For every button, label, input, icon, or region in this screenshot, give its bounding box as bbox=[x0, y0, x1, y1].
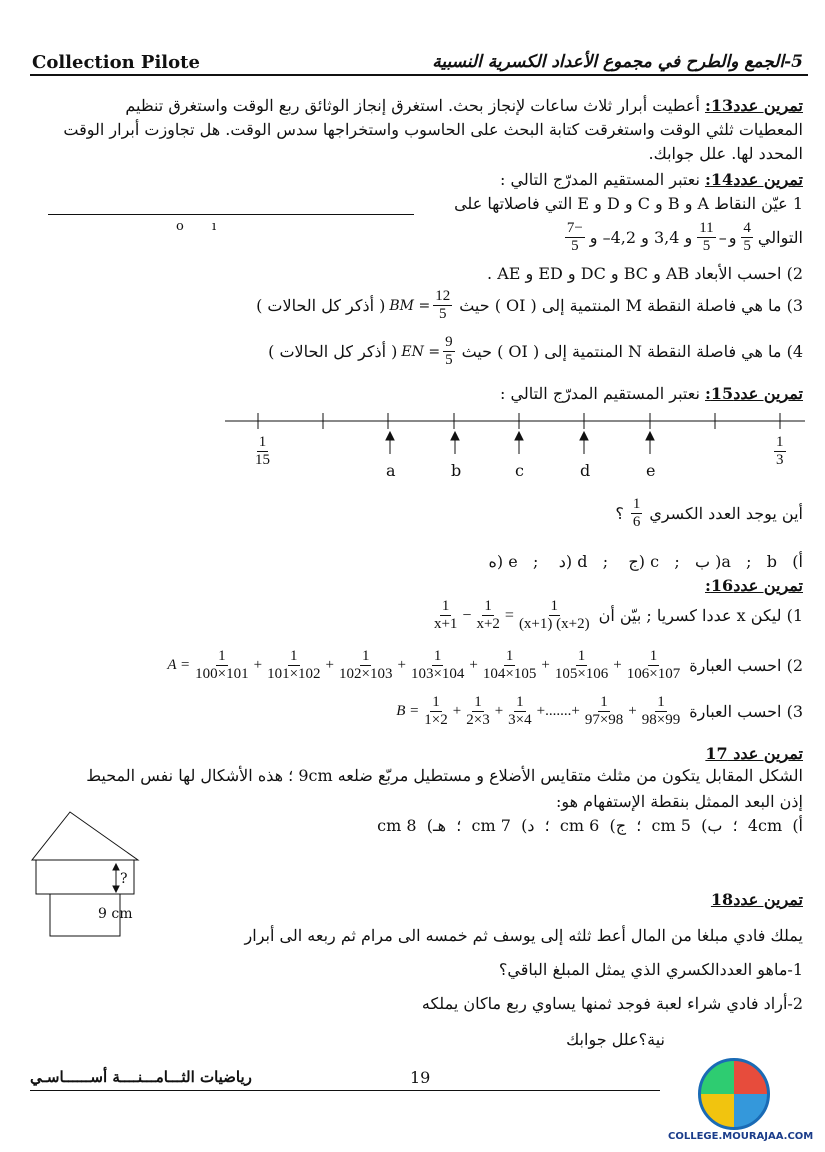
fraction-12-5: $\frac{12}{5}$ bbox=[435, 288, 451, 323]
exercise-14-q2: 2) احسب الأبعاد AB و BC و DC و ED و AE . bbox=[487, 264, 803, 283]
exercise-18-line3: 2-أراد فادي شراء لعبة فوجد ثمنها يساوي ربع ماكان يملكه bbox=[421, 994, 803, 1013]
exercise-14-axis bbox=[48, 214, 414, 215]
exercise-14-intro: نعتبر المستقيم المدرّج التالي : bbox=[500, 170, 700, 189]
point-e: e bbox=[646, 461, 656, 480]
exercise-16-q3: 3) احسب العبارة B = $\frac{1}{1\times 2}$ + $\frac{1}{2\times 3}$ + $\frac{1}{3\times 4}$ +.......+ $\frac{1}{97\times 98}$ + $\frac{1}{98\times 99}$ bbox=[396, 694, 803, 729]
number-line-left-label: $\frac{1}{15}$ bbox=[255, 434, 270, 469]
exercise-13 bbox=[58, 94, 803, 166]
dimension-arrow bbox=[113, 864, 119, 892]
fraction-4-5: $\frac{4}{5}$ bbox=[743, 220, 751, 255]
exercise-15-options: أ) a ; b( ب ; c (ج ; d (د ; e (ه bbox=[488, 552, 803, 571]
point-arrows bbox=[386, 432, 654, 454]
q1b-prefix: التوالي bbox=[757, 228, 803, 248]
point-c: c bbox=[515, 461, 524, 480]
exercise-18-title: تمرين عدد18 bbox=[710, 890, 803, 909]
header-right: 5-الجمع والطرح في مجموع الأعداد الكسرية النسبية bbox=[432, 52, 803, 72]
point-a: a bbox=[386, 461, 396, 480]
exercise-14-q3: 3) ما هي فاصلة النقطة M المنتمية إلى ( OI ) حيث BM = $\frac{12}{5}$ ( أذكر كل الحالات ) bbox=[256, 288, 803, 323]
exercise-15-heading bbox=[303, 384, 803, 403]
exercise-14-axis-o: o bbox=[176, 219, 184, 234]
exercise-14-q1a: 1 عيّن النقاط A و B و C و D و E التي فاصلاتها على bbox=[454, 194, 803, 213]
exercise-17-line2: إذن البعد الممثل بنقطة الإستفهام هو: bbox=[555, 792, 803, 811]
exercise-14-heading bbox=[303, 170, 803, 189]
exercise-17-options: أ) 4cm ؛ ب) 5 cm ؛ ج) 6 cm ؛ د) 7 cm ؛ هـ) 8 cm bbox=[377, 816, 803, 835]
exercise-14-q1b: التوالي $\frac{4}{5}$ و $\frac{11}{5}$ – و 3,4 و 4,2– و $\frac{-7}{5}$ bbox=[566, 220, 803, 255]
exercise-15-intro: نعتبر المستقيم المدرّج التالي : bbox=[500, 384, 700, 403]
footer-title: رياضيات الثـــامـــنــــة أســــــاسـي bbox=[30, 1068, 252, 1086]
figure-question-mark: ? bbox=[120, 871, 128, 887]
page-number: 19 bbox=[410, 1068, 431, 1087]
exercise-18-line4: نية؟علل جوابك bbox=[566, 1030, 665, 1049]
exercise-16-title: تمرين عدد16: bbox=[705, 576, 803, 595]
footer-rule bbox=[30, 1090, 660, 1091]
q1b-mid: و 3,4 و 4,2– و bbox=[589, 228, 693, 248]
point-b: b bbox=[451, 461, 462, 480]
exercise-14-axis-i: ı bbox=[212, 219, 217, 234]
exercise-14-q4: 4) ما هي فاصلة النقطة N المنتمية إلى ( OI ) حيث EN = $\frac{9}{5}$ ( أذكر كل الحالات ) bbox=[268, 334, 803, 369]
exercise-18-line2: 1-ماهو العددالكسري الذي يمثل المبلغ الباقي؟ bbox=[498, 960, 803, 979]
number-line-right-label: $\frac{1}{3}$ bbox=[776, 434, 784, 469]
header-rule bbox=[30, 74, 808, 76]
exercise-17-title: تمرين عدد 17 bbox=[705, 744, 803, 763]
fraction-11-5: $\frac{11}{5}$ bbox=[699, 220, 714, 255]
site-logo bbox=[698, 1058, 770, 1130]
header-left: Collection Pilote bbox=[32, 52, 200, 73]
fraction-1-6: $\frac{1}{6}$ bbox=[632, 496, 641, 531]
exercise-16-q2: 2) احسب العبارة A = $\frac{1}{100\times 101}$ + $\frac{1}{101\times 102}$ + $\frac{1}{102\times 103}$ + $\frac{1}{103\times 104}$ + $\frac{1}{104\times 105}$ + $\frac{1}{105\times 106}$ + $\frac{1}{106\times 107}$ bbox=[167, 648, 803, 683]
triangle-shape bbox=[32, 812, 138, 860]
exercise-18-line1: يملك فادي مبلغا من المال أعط ثلثه إلى يوسف ثم خمسه الى مرام ثم ربعه الى أبرار bbox=[244, 926, 803, 945]
exercise-17-line1: الشكل المقابل يتكون من مثلث متقايس الأضلاع و مستطيل مربّع ضلعه 9cm ؛ هذه الأشكال لها نفس المحيط bbox=[86, 766, 803, 785]
exercise-15-question: أين يوجد العدد الكسري $\frac{1}{6}$ ؟ bbox=[615, 496, 803, 531]
exercise-15-title: تمرين عدد15: bbox=[705, 384, 803, 403]
exercise-13-title: تمرين عدد13: bbox=[705, 96, 803, 115]
point-d: d bbox=[580, 461, 591, 480]
exercise-16-q1: 1) ليكن x عددا كسريا ; بيّن أن $\frac{1}{x+1}$ − $\frac{1}{x+2}$ = $\frac{1}{(x+1) (x+2)}$ bbox=[433, 598, 803, 633]
fraction-minus7-5: $\frac{-7}{5}$ bbox=[566, 220, 583, 255]
exercise-13-text: أعطيت أبرار ثلاث ساعات لإنجاز بحث. استغرق إنجاز الوثائق ربع الوقت واستغرق تنظيم المعطيات ثلثي الوقت واستغرقت كتابة البحث على الحاسوب واستخراجها سدس الوقت. هل تجاوزت أبرار الوقت المحدد لها. علل جوابك. bbox=[63, 96, 803, 163]
figure-side-label: 9 cm bbox=[98, 906, 133, 922]
site-logo-text: COLLEGE.MOURAJAA.COM bbox=[668, 1131, 814, 1142]
exercise-14-title: تمرين عدد14: bbox=[705, 170, 803, 189]
fraction-9-5: $\frac{9}{5}$ bbox=[445, 334, 453, 369]
